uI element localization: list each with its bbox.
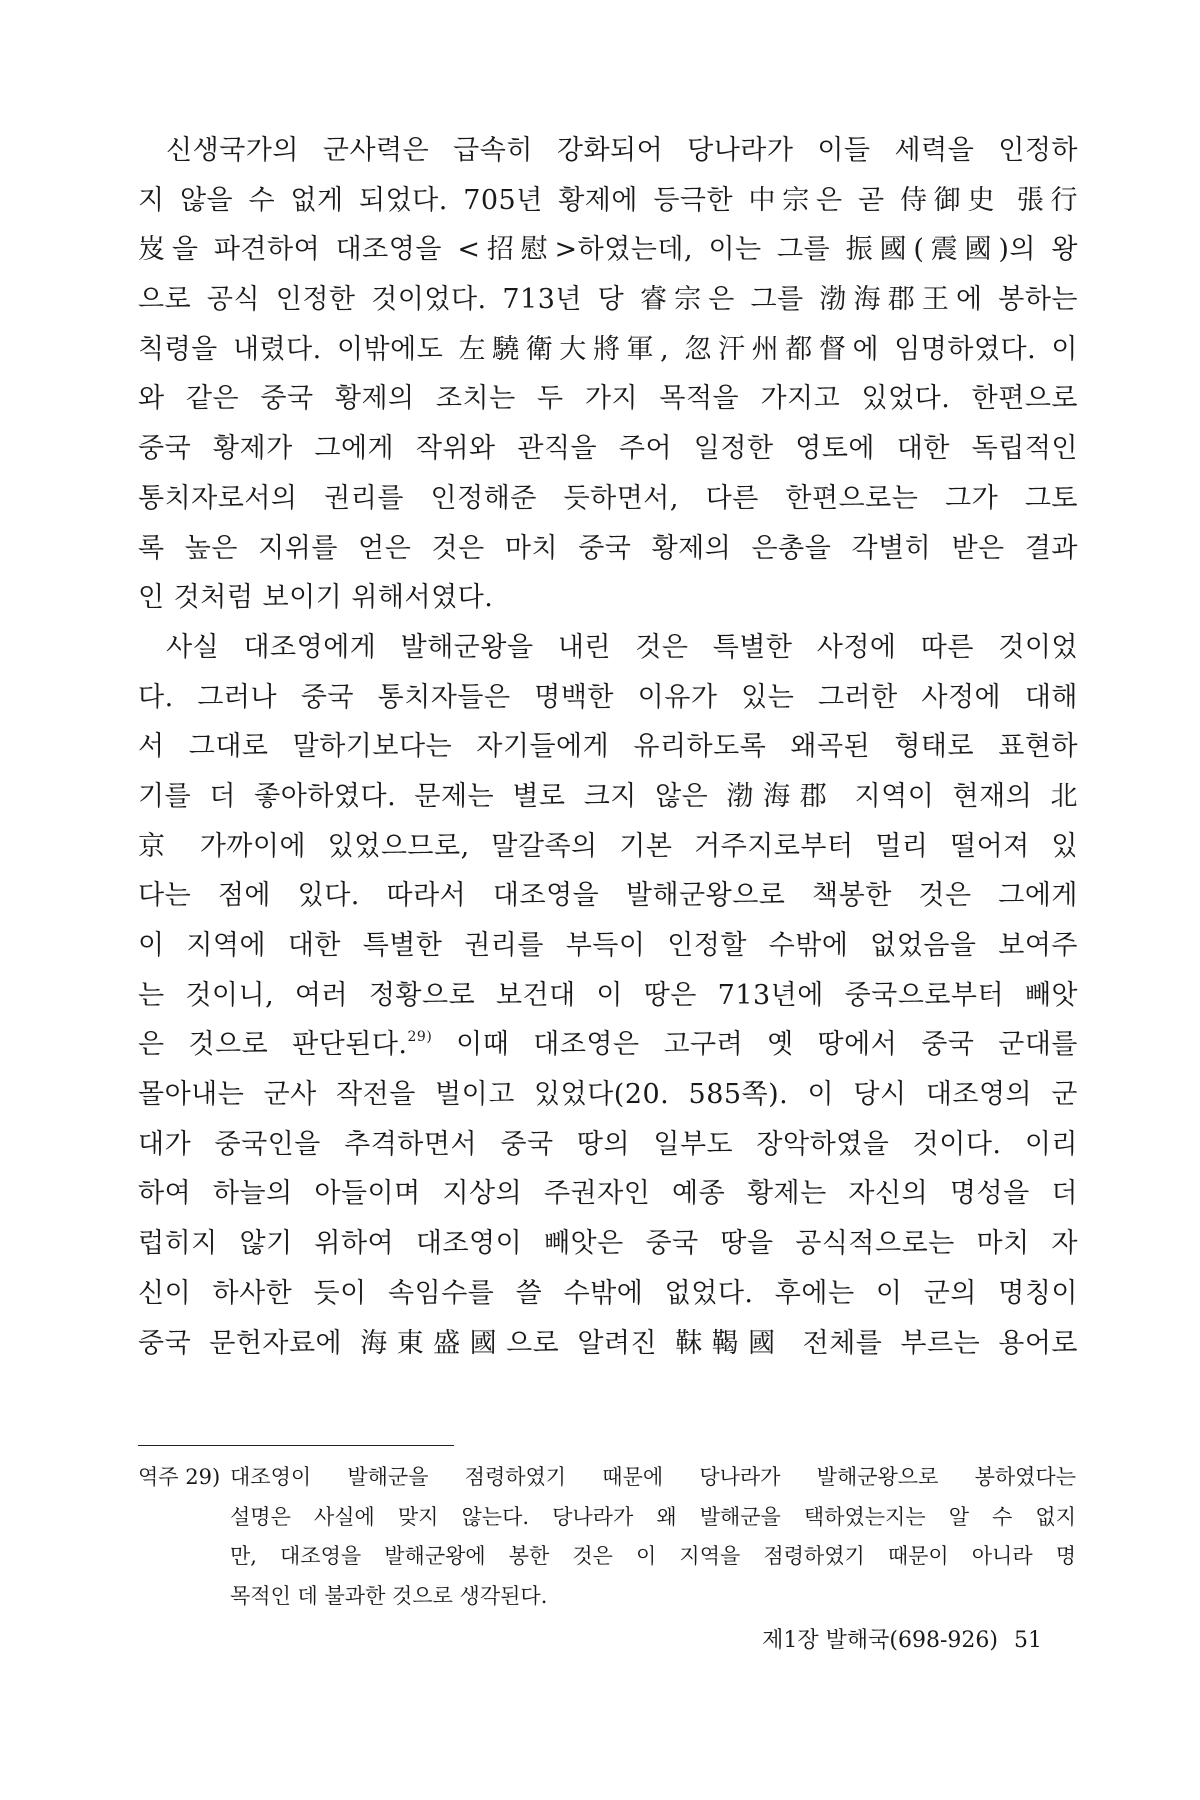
footnote-line: 만, 대조영을 발해군왕에 봉한 것은 이 지역을 점령하였기 때문이 아니라 명: [230, 1544, 1076, 1568]
text-line: 록 높은 지위를 얻은 것은 마치 중국 황제의 은총을 각별히 받은 결과: [138, 532, 1078, 564]
footnote-line: 대조영이 발해군을 점령하였기 때문에 당나라가 발해군왕으로 봉하였다는: [230, 1465, 1076, 1489]
text-line: 중국 황제가 그에게 작위와 관직을 주어 일정한 영토에 대한 독립적인: [138, 433, 1078, 465]
running-footer: [762, 1623, 1042, 1654]
text-line: 岌을 파견하여 대조영을 <招慰>하였는데, 이는 그를 振國(震國)의 왕: [138, 234, 1078, 266]
footnote-line: 목적인 데 불과한 것으로 생각된다.: [230, 1583, 548, 1608]
text-line: 몰아내는 군사 작전을 벌이고 있었다(20. 585쪽). 이 당시 대조영의 군: [138, 1079, 1078, 1111]
text-line: 인 것처럼 보이기 위해서였다.: [138, 582, 494, 614]
text-line: 중국 문헌자료에 海東盛國으로 알려진 靺鞨國 전체를 부르는 용어로: [138, 1327, 1078, 1359]
main-text: [138, 126, 1078, 1368]
footnote-reference[interactable]: 29): [407, 1029, 433, 1046]
text-line: 다는 점에 있다. 따라서 대조영을 발해군왕으로 책봉한 것은 그에게: [138, 880, 1078, 912]
text-segment: 은 것으로 판단된다.: [138, 1029, 408, 1061]
footnote-separator: [138, 1445, 454, 1446]
text-line: 럽히지 않기 위하여 대조영이 빼앗은 중국 땅을 공식적으로는 마치 자: [138, 1228, 1078, 1260]
footnote-label: 역주 29): [138, 1465, 221, 1489]
text-line: 신이 하사한 듯이 속임수를 쓸 수밖에 없었다. 후에는 이 군의 명칭이: [138, 1277, 1078, 1309]
text-line: 이 지역에 대한 특별한 권리를 부득이 인정할 수밖에 없었음을 보여주: [138, 930, 1078, 961]
text-line: 칙령을 내렸다. 이밖에도 左驍衛大將軍, 忽汗州都督에 임명하였다. 이: [138, 333, 1078, 365]
text-line: 대가 중국인을 추격하면서 중국 땅의 일부도 장악하였을 것이다. 이리: [138, 1128, 1078, 1160]
footnote-body: [230, 1458, 1076, 1616]
text-line: 와 같은 중국 황제의 조치는 두 가지 목적을 가지고 있었다. 한편으로: [138, 383, 1078, 415]
text-line: 신생국가의 군사력은 급속히 강화되어 당나라가 이들 세력을 인정하: [166, 135, 1078, 166]
page-number: 51: [1014, 1628, 1042, 1653]
text-line: 는 것이니, 여러 정황으로 보건대 이 땅은 713년에 중국으로부터 빼앗: [138, 979, 1078, 1011]
text-line: 京 가까이에 있었으므로, 말갈족의 기본 거주지로부터 멀리 떨어져 있: [138, 830, 1078, 862]
text-segment: 이때 대조영은 고구려 옛 땅에서 중국 군대를: [432, 1029, 1078, 1061]
text-line: 기를 더 좋아하였다. 문제는 별로 크지 않은 渤海郡 지역이 현재의 北: [138, 780, 1078, 812]
text-line: 서 그대로 말하기보다는 자기들에게 유리하도록 왜곡된 형태로 표현하: [138, 731, 1078, 763]
text-line: 하여 하늘의 아들이며 지상의 주권자인 예종 황제는 자신의 명성을 더: [138, 1178, 1078, 1210]
text-line: 통치자로서의 권리를 인정해준 듯하면서, 다른 한편으로는 그가 그토: [138, 482, 1078, 514]
chapter-title: 제1장 발해국(698-926): [762, 1628, 998, 1653]
text-line: 다. 그러나 중국 통치자들은 명백한 이유가 있는 그러한 사정에 대해: [138, 681, 1078, 713]
footnote-line: 설명은 사실에 맞지 않는다. 당나라가 왜 발해군을 택하였는지는 알 수 없지: [230, 1504, 1076, 1529]
text-line: 사실 대조영에게 발해군왕을 내린 것은 특별한 사정에 따른 것이었: [166, 631, 1078, 663]
text-line: 지 않을 수 없게 되었다. 705년 황제에 등극한 中宗은 곧 侍御史 張行: [138, 184, 1078, 216]
text-line-with-footnote-ref: [138, 1020, 1078, 1070]
text-line: 으로 공식 인정한 것이었다. 713년 당 睿宗은 그를 渤海郡王에 봉하는: [138, 284, 1078, 316]
